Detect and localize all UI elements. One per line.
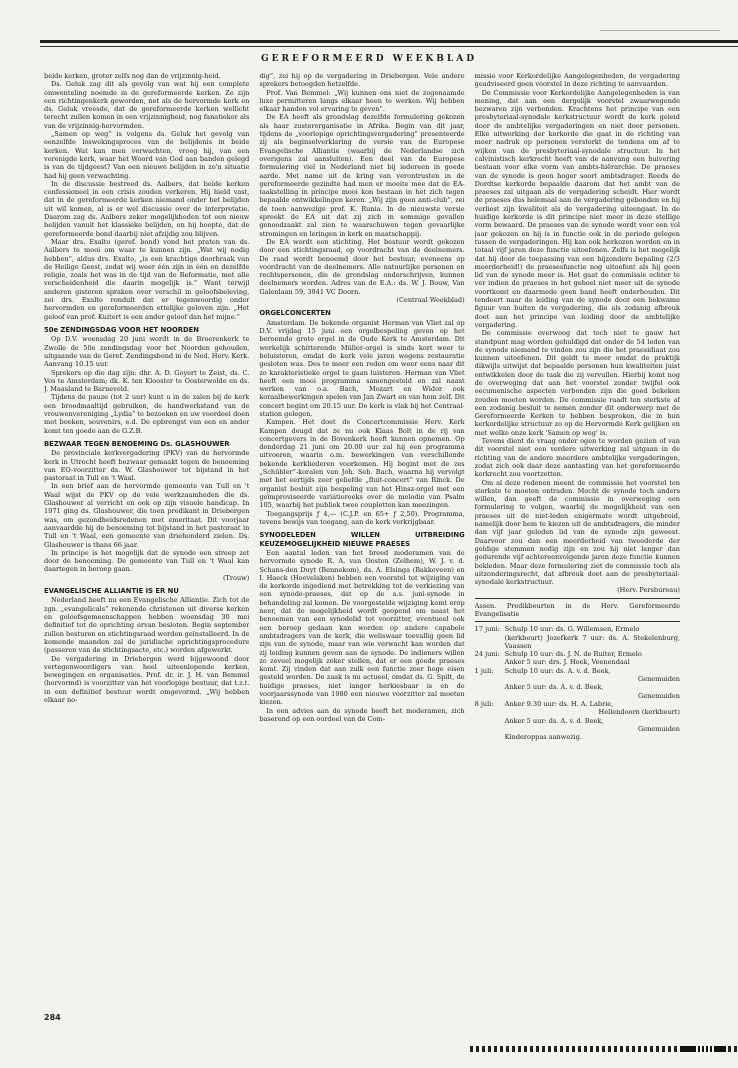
scan-mark <box>600 30 720 31</box>
paragraph: Prof. Van Bemmel: „Wij kunnen ons niet de zogenaamde luxe permitteren langs elkaar heen te werken. Wij hebben elkaar handen vol ervaring te geven”. <box>259 88 465 114</box>
paragraph: Amsterdam. De bekende organist Herman van Vliet zal op D.V. vrijdag 15 juni een orgelbespeling geven op het beroemde grote orgel in de Oude Kerk te Amsterdam. Dit werkelijk schitterende Müller-orgel is sinds kort weer te beluisteren, omdat de kerk vele jaren wegens restauratie gesloten was. Des te meer een reden om weer eens naar dit zo karakteristieke orgel te gaan luisteren. Herman van Vliet heeft een mooi programma samengesteld en zal naast werken van o.a. Bach, Mozart en Widor ook koraalbewerkingen spelen van Jan Zwart en van hem zelf. Dit concert begint om 20.15 uur. De kerk is vlak bij het Centraal-station gelegen. <box>259 318 465 418</box>
schedule-spacer <box>475 634 505 651</box>
paragraph: Kampen. Het doet de Concertcommissie Herv. Kerk Kampen deugd dat ze nu ook Klaas Bolt in de rij van concertgevers in de Bovenkerk heeft kunnen opnemen. Op donderdag 21 juni om 20.00 uur zal hij een programma uitvoeren, waarin o.m. bewerkingen van verschillende bekende kerkliederen voorkomen. Hij begint met de zes „Schübler”-koralen van Joh. Seb. Bach, waarna hij vervolgt met het eertijds zeer geliefde „fluit-concert” van Rinck. De organist besluit zijn bespeling van het Hinsz-orgel met een geïmproviseerde variatiereeks over de melodie van Psalm 105, waarbij het publiek twee coupletten kan meezingen. <box>259 418 465 510</box>
running-header: GEREFORMEERD WEEKBLAD <box>260 54 478 64</box>
paragraph: De provinciale kerkvergadering (PKV) van de hervormde kerk in Utrecht heeft bezwaar gemaakt tegen de benoeming van EO-voorzitter ds. W. Glashouwer tot bijstand in het pastoraat in Tull en 't Waal. <box>44 449 250 483</box>
paragraph: In een brief aan de hervormde gemeente van Tull en 't Waal wijst de PKV op de vele werkzaamheden die ds. Glashouwer al verricht en ook op zijn visuele handicap. In 1971 ging ds. Glashouwer, die toen predikant in Driebergen was, om gezondheidsredenen met emeritaat. Dit voorjaar aanvaardde hij de benoeming tot bijstand in het pastoraat in Tull en 't Waal, een gemeente van driehonderd zielen. Ds. Glashouwer is thans 66 jaar. <box>44 482 250 549</box>
column-1 <box>44 72 249 1012</box>
schedule-spacer <box>475 725 505 733</box>
source-credit: (Herv. Persbureau) <box>617 586 680 595</box>
article-heading: ORGELCONCERTEN <box>259 309 331 318</box>
schedule-date: 8 juli: <box>474 699 494 708</box>
paragraph: De Commissie voor Kerkordelijke Aangelegenheden is van mening, dat aan een dergelijk voorstel zwaarwegende bezwaren zijn verbonden. Krachtens het principe van een presbyteriaal-synodale kerkstructuur wordt de kerk geleid door de ambtelijke vergaderingen en niet door personen. Elke uitwerking der kerkorde die gaat in de richting van meer nadruk op personen versterkt de tendens om af te wijken van de presbyteriaal-synodale structuur. In het calvinistisch kerkrecht heeft van de aanvang een huivering bestaan voor elke vorm van ambts-hiërarchie. De praeses van de synode is geen hoger soort ambtsdrager. Reeds de Dordtse kerkorde bepaalde daarom dat het ambt van de praeses zal uitgaan als de vergadering scheidt. Hier wordt de praeses dus helemaal aan de vergadering gebonden en hij verliest zijn kwaliteit als de vergadering uiteengaat. In de huidige kerkorde is dit principe niet meer in deze stellige vorm bewaard. De praeses van de synode wordt voor een vol jaar gekozen en hij is in functie ook in de periode gelegen tussen de vergaderingen. Hij kan ook herkozen worden en in totaal vijf jaren deze functie uitoefenen. Zelfs is het mogelijk dat hij door de toepassing van een bijzondere bepaling (2/3 meerderheid!) de praesesfunctie nog uitoefent als hij geen lid van de synode meer is. Het gaat de commissie echter te ver indien de praeses in het geheel niet meer uit de synode voortkomt en daarmede geen band heeft onderhouden. Dit tendeert naar de leiding van de synode door een bekwame figuur van buiten de vergadering, die als zodanig afbreuk doet aan het principe van leiding door de ambtelijke vergadering. <box>474 88 680 329</box>
schedule-rule <box>475 598 680 599</box>
article-heading: BEZWAAR TEGEN BENOEMING Ds. GLASHOUWER <box>44 439 230 448</box>
schedule-entry: Anker 9.30 uur: ds. H. A. Labrie, <box>504 699 614 708</box>
paragraph: Om al deze redenen meent de commissie het voorstel ten sterkste te moeten ontraden. Mocht de synode toch anders willen, dan geeft de commissie in overweging een formulering te volgen, waarbij de mogelijkheid van een praeses uit de niet-leden enigermate wordt uitgebreid, namelijk door hem te kiezen uit de ambtsdragers, die minder dan vijf jaar geleden lid van de synode zijn geweest. Daarvoor zou dan een meerderheid van tweederde der geldige stemmen nodig zijn en zou hij niet langer dan gedurende vijf achtereenvolgende jaren deze functie kunnen bekleden. Maar deze formulering ziet de commissie toch als uitzonderingsrecht, dat afbreuk doet aan de presbyteriaal-synodale kerkstructuur. <box>474 478 680 587</box>
paragraph: beide kerken, groter zelfs nog dan de vrijzinnig-heid. <box>44 72 221 80</box>
schedule-entry: Anker 5 uur: ds. A. v. d. Beek, <box>504 716 604 725</box>
paragraph: Ds. Geluk zag dit als gevolg van wat hij een complete omwenteling noemde in de gereformeerde kerken. Ze zijn een richtingenkerk geworden, net als de hervormde kerk en ds. Geluk vreesde, dat de gereformeerde kerken wellicht terecht zullen komen in een vrijzinnigheid, nog fanatieker als van de vrijzinnig-hervormden. <box>44 80 250 130</box>
paragraph: Sprekers op die dag zijn: dhr. A. D. Goyert te Zeist, ds. C. Vos te Amsterdam; dk. K. ten Klooster te Oosterwolde en ds. J. Maasland te Barneveld. <box>44 368 250 394</box>
paragraph: De EA wordt een stichting. Het bestuur wordt gekozen door een stichtingsraad, op voordracht van de deelnemers. De raad wordt benoemd door het bestuur, eveneens op voordracht van de deelnemers. Alle natuurlijke personen en rechtspersonen, die de grondslag onderschrijven, kunnen deelnemers worden. Adres van de E.A.: ds. W. J. Bouw, Van Galenlaan 59, 3941 VC Doorn. <box>259 237 465 296</box>
schedule-entry: Genemuiden <box>637 691 680 700</box>
schedule-entry: Schulp 10 uur: ds. J. N. de Ruiter, Ermelo <box>504 650 642 659</box>
schedule-spacer <box>475 692 505 700</box>
schedule-row <box>475 675 680 683</box>
column-3 <box>475 72 680 1012</box>
schedule-spacer <box>475 708 505 716</box>
paragraph: „Samen op weg” is volgens ds. Geluk het gevolg van eenzelfde loswekingsproces van de belijdenis in beide kerken. Wat kan men verwachten, vroeg hij, van een verenigde kerk, waar het Woord van God aan banden gelegd is van de tijdgeest? Van een nieuwe belijden in zo'n situatie had hij geen verwachting. <box>44 130 250 180</box>
paragraph: De vergadering in Driebergen werd bijgewoond door vertegenwoordigers van heel uiteenlopende kerken, bewegingen en organisaties. Prof. dr. ir. J. H. van Bemmel (hervormd) is voorzitter van het voorlopige bestuur, dat t.z.t. in een definitief bestuur wordt omgevormd. „Wij hebben elkaar no- <box>44 654 250 704</box>
schedule-row <box>475 700 680 708</box>
header-rule-thin <box>40 46 738 47</box>
paragraph: missie voor Kerkordelijke Aangelegenheden, de vergadering geadviseerd geen voorstel in deze richting te aanvaarden. <box>474 72 680 89</box>
schedule-entry: Hellendoorn (kerkbeurt) <box>598 708 680 717</box>
preaching-schedule <box>475 598 680 742</box>
schedule-row <box>475 625 680 633</box>
schedule-spacer <box>475 683 505 691</box>
paragraph: In een advies aan de synode heeft het moderamen, zich baserend op een oordeel van de Com- <box>259 706 465 723</box>
page-body <box>44 72 680 1012</box>
schedule-spacer <box>475 717 505 725</box>
schedule-row <box>475 717 680 725</box>
header-rule <box>40 40 738 43</box>
schedule-spacer <box>475 658 505 666</box>
paragraph: De commissie overwoog dat toch niet te gauw het standpunt mag worden gehuldigd dat onder de 54 leden van de synode niemand te vinden zou zijn die het praesidiaat zou kunnen uitoefenen. Dit geldt te meer omdat de praktijk dikwijls uitwijst dat bepaalde personen hun kwaliteiten juist ontwikkelen door de taak die zij vervullen. Hierbij komt nog de overweging dat aan het voorstel zonder twijfel ook oecumenische aspecten verbonden zijn die goed bekeken zouden moeten worden. De commissie raadt ten sterkste af een zodanig besluit te nemen zonder dit onderwerp met de Gereformeerde Kerken te hebben besproken, die in hun kerkordelijke structuur zo op de Hervormde Kerk gelijken en met welke onze kerk 'Samen op weg' is. <box>474 329 680 437</box>
schedule-rule <box>475 621 680 622</box>
source-credit: (Centraal Weekblad) <box>396 296 465 305</box>
schedule-title: Assen. Predikbeurten in de Herv. Gereformeerde Evangelisatie <box>474 601 680 618</box>
schedule-row <box>475 683 680 691</box>
schedule-entry: (kerkbeurt) Jozefkerk 7 uur: ds. A. Stekelenburg, Vaassen <box>504 633 680 650</box>
schedule-entry: Genemuiden <box>637 724 680 733</box>
footer-scan-dots <box>696 1044 716 1054</box>
schedule-row <box>475 658 680 666</box>
schedule-row <box>475 650 680 658</box>
article-heading: SYNODELEDEN WILLEN UITBREIDING KEUZEMOGELIJKHEID NIEUWE PRAESES <box>259 531 465 548</box>
paragraph: dig”, zei hij op de vergadering in Driebergen. Vele andere sprekers betoogden hetzelfde. <box>259 72 465 89</box>
paragraph: Toegangsprijs ƒ 4,— (C.J.P. en 65+ ƒ 2,50). Programma, tevens bewijs van toegang, aan de kerk verkrijgbaar. <box>259 509 465 526</box>
schedule-spacer <box>475 675 505 683</box>
article-heading: EVANGELISCHE ALLIANTIE IS ER NU <box>44 587 179 596</box>
schedule-row <box>475 667 680 675</box>
paragraph: Een aantal leden van het breed moderamen van de hervormde synode R. A. van Oosten (Zelhem), W. J. v. d. Schans-den Duyt (Bennekom), ds. A. Elsinga (Bakkeveen) en I. Haeck (Hoevelaken) hebben een voorstel tot wijziging van de kerkorde ingediend met betrekking tot de verkiezing van een synode-praeses, dat op de a.s. juni-synode in behandeling zal komen. De voorgestelde wijziging komt erop neer, dat de mogelijkheid wordt geopend om naast het benoemen van een synodelid tot voorzitter, eventueel ook een beroep gedaan kan worden op andere capabele ambtsdragers van de kerk, die weliswaar toevallig geen lid zijn van de synode, maar van wie verwacht kan worden dat zij leiding kunnen geven aan de synode. De indieners willen zo zoveel mogelijk zeker stellen, dat er een goede praeses komt. Zij vinden dat aan zulk een functie zeer hoge eisen gesteld worden. De zaak is nu actueel, omdat ds. G. Spilt, de huidige praeses, niet langer herkiesbaar is en de voorjaarssynode van 1980 een nieuwe voorzitter zal moeten kiezen. <box>259 548 465 707</box>
paragraph: Op D.V. woensdag 20 juni wordt in de Broerenkerk te Zwolle de 50e zendingsdag voor het Noorden gehouden, uitgaande van de Geref. Zendingsbond in de Ned. Herv. Kerk. Aanvang 10.15 uur. <box>44 335 250 369</box>
page-number: 284 <box>44 1013 61 1022</box>
schedule-row <box>475 708 680 716</box>
schedule-entry: Anker 5 uur: ds. A. v. d. Beek, <box>504 683 604 692</box>
schedule-entry: Genemuiden <box>637 675 680 684</box>
schedule-entry: Schulp 10 uur: ds. G. Willemsen, Ermelo <box>504 625 640 634</box>
schedule-note: Kinderoppas aanwezig. <box>504 733 583 742</box>
schedule-row <box>475 725 680 733</box>
article-heading: 50e ZENDINGSDAG VOOR HET NOORDEN <box>44 325 199 334</box>
column-2 <box>259 72 464 1012</box>
schedule-entry: Schulp 10 uur: ds. A. v. d. Beek, <box>504 666 611 675</box>
schedule-date: 1 juli: <box>474 666 494 675</box>
schedule-row <box>475 692 680 700</box>
paragraph: Maar drs. Exalto (geref. bond) vond het praten van ds. Aalbers te mooi om waar te kunnen zijn. „Wat wij nodig hebben”, aldus drs. Exalto, „is een krachtige doorbraak van de Heilige Geest, zodat wij weer één zijn in één en dezelfde religie, zoals het was in de tijd van de Reformatie, met alle verscheidenheid die daarin mogelijk is.” Want terwijl anderen gisteren spraken over verschil in geloofsbeleving, zei drs. Exalto rondult dat er tegenwoordig onder hervormden en gereformeerden ettelijke geloven zijn. „Het geloof van prof. Kuitert is een ander geloof dan het mijne.” <box>44 237 250 321</box>
paragraph: Tevens dient de vraag onder ogen te worden gezien of van dit voorstel niet een verdere uitwerking zal uitgaan in de richting van de andere meerdere ambtelijke vergaderingen, zodat zich ook daar deze aantasting van het gereformeerde kerkrecht zou voortzetten. <box>474 437 680 479</box>
paragraph: Tijdens de pauze (tot 2 uur) kunt u in de zalen bij de kerk een broodmaaltijd gebruiken, de handwerkstand van de vrouwenvereniging „Lydia” te bezoeken en uw voordeel doen met boeken, souvenirs, e.d. De opbrengst van een en ander komt ten goede aan de G.Z.B. <box>44 393 250 435</box>
paragraph: In principe is het mogelijk dat de synode een streep zet door de benoeming. De gemeente van Tull en 't Waal kan daartegen in beroep gaan. <box>44 548 250 574</box>
paragraph: In de discussie bestreed ds. Aalbers, dat beide kerken confessioneel in een crisis zouden verkeren. Hij hield vast, dat in de gereformeerde kerken niemand onder het belijden uit wil komen, al is er wel discussie over de interpretatie. Daarom zag ds. Aalbers zeker mogelijkheden tot een nieuw belijden vanuit het klassieke belijden, en hij hoopte, dat de gereformeerde bond daarbij niet afzijdig zou blijven. <box>44 179 250 238</box>
schedule-date: 17 juni: <box>474 625 500 634</box>
paragraph: Nederland heeft nu een Evangelische Alliantie. Zich tot de zgn. „evangelicals” rekenende christenen uit diverse kerken en geloofsgemeenschappen hebben woensdag 30 mei definitief tot de oprichting ervan besloten. Begin september zullen besturen en stichtingsraad worden geïnstalleerd. In de komende maanden zal de juridische oprichtingsprocedure (passeren van de stichtingsacte, etc.) worden afgewerkt. <box>44 596 250 655</box>
schedule-date: 24 juni: <box>474 650 500 659</box>
schedule-row <box>475 634 680 651</box>
source-credit: (Trouw) <box>222 573 250 582</box>
schedule-entry: Anker 5 uur: drs. J. Hoek, Veenendaal <box>504 658 630 667</box>
paragraph: De EA heeft als grondslag dezelfde formulering gekozen als haar zusterorganisatie in Afrika. Begin van dit jaar, tijdens de „voorlopige oprichtingsvergadering” presenteerde zij als beginselverklaring de versie van de Europese Evangelische Alliantie (waarbij de Nederlandse zich overigens zal aansluiten). Een deel van de Europese formulering viel in Nederland niet bij iedereen in goede aarde. Met name uit de kring van verontrusten in de gereformeerde gezindte had men er moeite mee dat de EA-taakstelling in principe mooi kon bestaan in het zich tegen bepaalde ontwikkelingen keren. „Wij zijn geen anti-club”, zei de toen aanwezige prof. K. Runia. In de nieuwste versie spreekt de EA uit dat zij zich in sommige gevallen genoodzaakt zal zien te waarschuwen tegen gevaarlijke stromingen en leringen in kerk en maatschappij. <box>259 113 465 238</box>
